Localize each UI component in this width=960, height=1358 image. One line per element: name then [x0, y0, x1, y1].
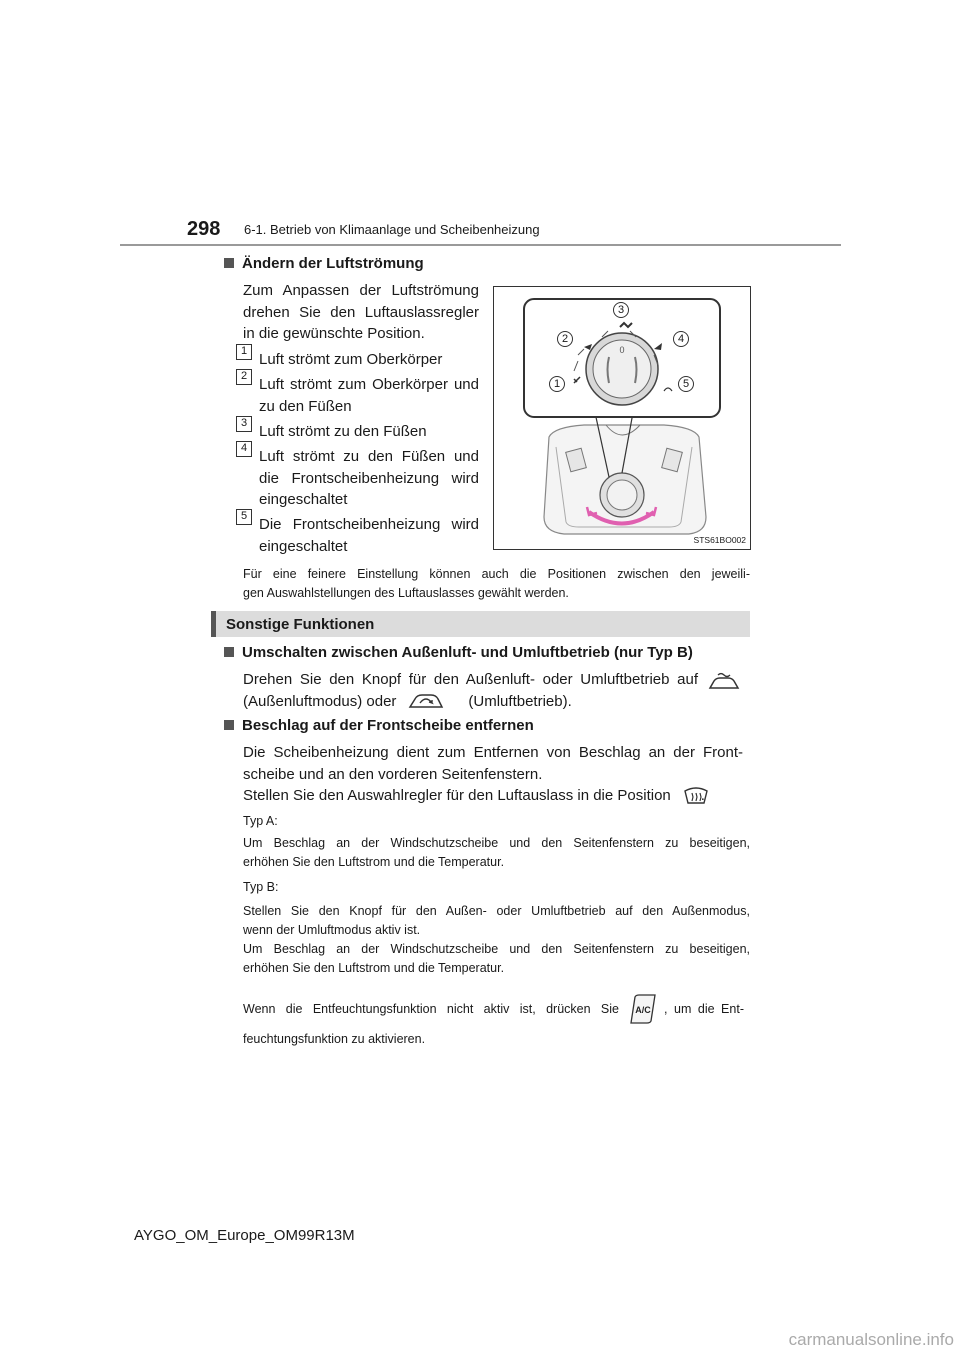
recirc-line-2: (Außenluftmodus) oder (Umluftbetrieb).: [243, 693, 572, 710]
defog-heading: Beschlag auf der Frontscheibe entfernen: [224, 717, 534, 734]
type-a-text: Um Beschlag an der Windschutzscheibe und den Seitenfenstern zu beseitigen, erhöhen Sie den Luftstrom und die Temperatur.: [243, 836, 750, 869]
type-b-text: Stellen Sie den Knopf für den Außen- oder Umluftbetrieb auf den Außenmodus, wenn der Umluftmodus aktiv ist. Um Beschlag an der Windschutzscheibe und den Seitenfenstern zu beseitigen, erhöhen Sie den Luftstrom und die Temperatur.: [243, 904, 750, 975]
defog-paragraph-2: Stellen Sie den Auswahlregler für den Luftauslass in die Position .: [243, 787, 705, 804]
watermark: carmanualsonline.info: [788, 1330, 954, 1349]
recirculation-icon: [407, 689, 445, 713]
bullet-square-icon: [224, 258, 234, 268]
bullet-square-icon: [224, 720, 234, 730]
callout-4: 4: [673, 331, 689, 347]
type-b-label: Typ B:: [243, 880, 279, 894]
ac-label: A/C: [635, 1005, 651, 1015]
airflow-note: Für eine feinere Einstellung können auch die Positionen zwischen den jeweili- gen Auswahlstellungen des Luftauslasses gewählt werden.: [243, 567, 750, 600]
airflow-heading: Ändern der Luftströmung: [224, 255, 424, 272]
callout-number: 4: [236, 441, 252, 457]
svg-text:0: 0: [619, 345, 625, 355]
ac-button-icon: [625, 993, 659, 1025]
page-number: 298: [187, 218, 221, 240]
header-rule: [120, 244, 841, 246]
recirc-line-1: Drehen Sie den Knopf für den Außenluft- oder Umluftbetrieb auf: [243, 671, 698, 688]
callout-number: 1: [236, 344, 252, 360]
ac-text-line-1b: , um die Ent-: [664, 1002, 744, 1016]
ac-text-line-2: feuchtungsfunktion zu aktivieren.: [243, 1032, 426, 1046]
defog-paragraph-1: Die Scheibenheizung dient zum Entfernen von Beschlag an der Front- scheibe und an den vorderen Seitenfenstern.: [243, 744, 743, 783]
type-a-label: Typ A:: [243, 814, 278, 828]
climate-control-figure: [493, 286, 751, 550]
defroster-icon: [683, 785, 709, 805]
airflow-dial-illustration: [494, 287, 750, 549]
bullet-square-icon: [224, 647, 234, 657]
airflow-intro: Zum Anpassen der Luftströmung drehen Sie den Luftauslassregler in die gewünschte Position.: [243, 282, 479, 342]
section-reference: 6-1. Betrieb von Klimaanlage und Scheibenheizung: [244, 222, 540, 237]
section-band: [211, 611, 750, 637]
figure-code: STS61BO002: [693, 535, 746, 545]
document-id: AYGO_OM_Europe_OM99R13M: [134, 1227, 355, 1244]
callout-number: 3: [236, 416, 252, 432]
callout-2: 2: [557, 331, 573, 347]
callout-1: 1: [549, 376, 565, 392]
section-title: Sonstige Funktionen: [226, 616, 375, 633]
outside-air-icon: [706, 670, 742, 694]
ac-text-line-1a: Wenn die Entfeuchtungsfunktion nicht aktiv ist, drücken Sie: [243, 1002, 619, 1016]
callout-3: 3: [613, 302, 629, 318]
recirc-heading: Umschalten zwischen Außenluft- und Umluftbetrieb (nur Typ B): [224, 644, 693, 661]
callout-number: 2: [236, 369, 252, 385]
callout-number: 5: [236, 509, 252, 525]
callout-5: 5: [678, 376, 694, 392]
